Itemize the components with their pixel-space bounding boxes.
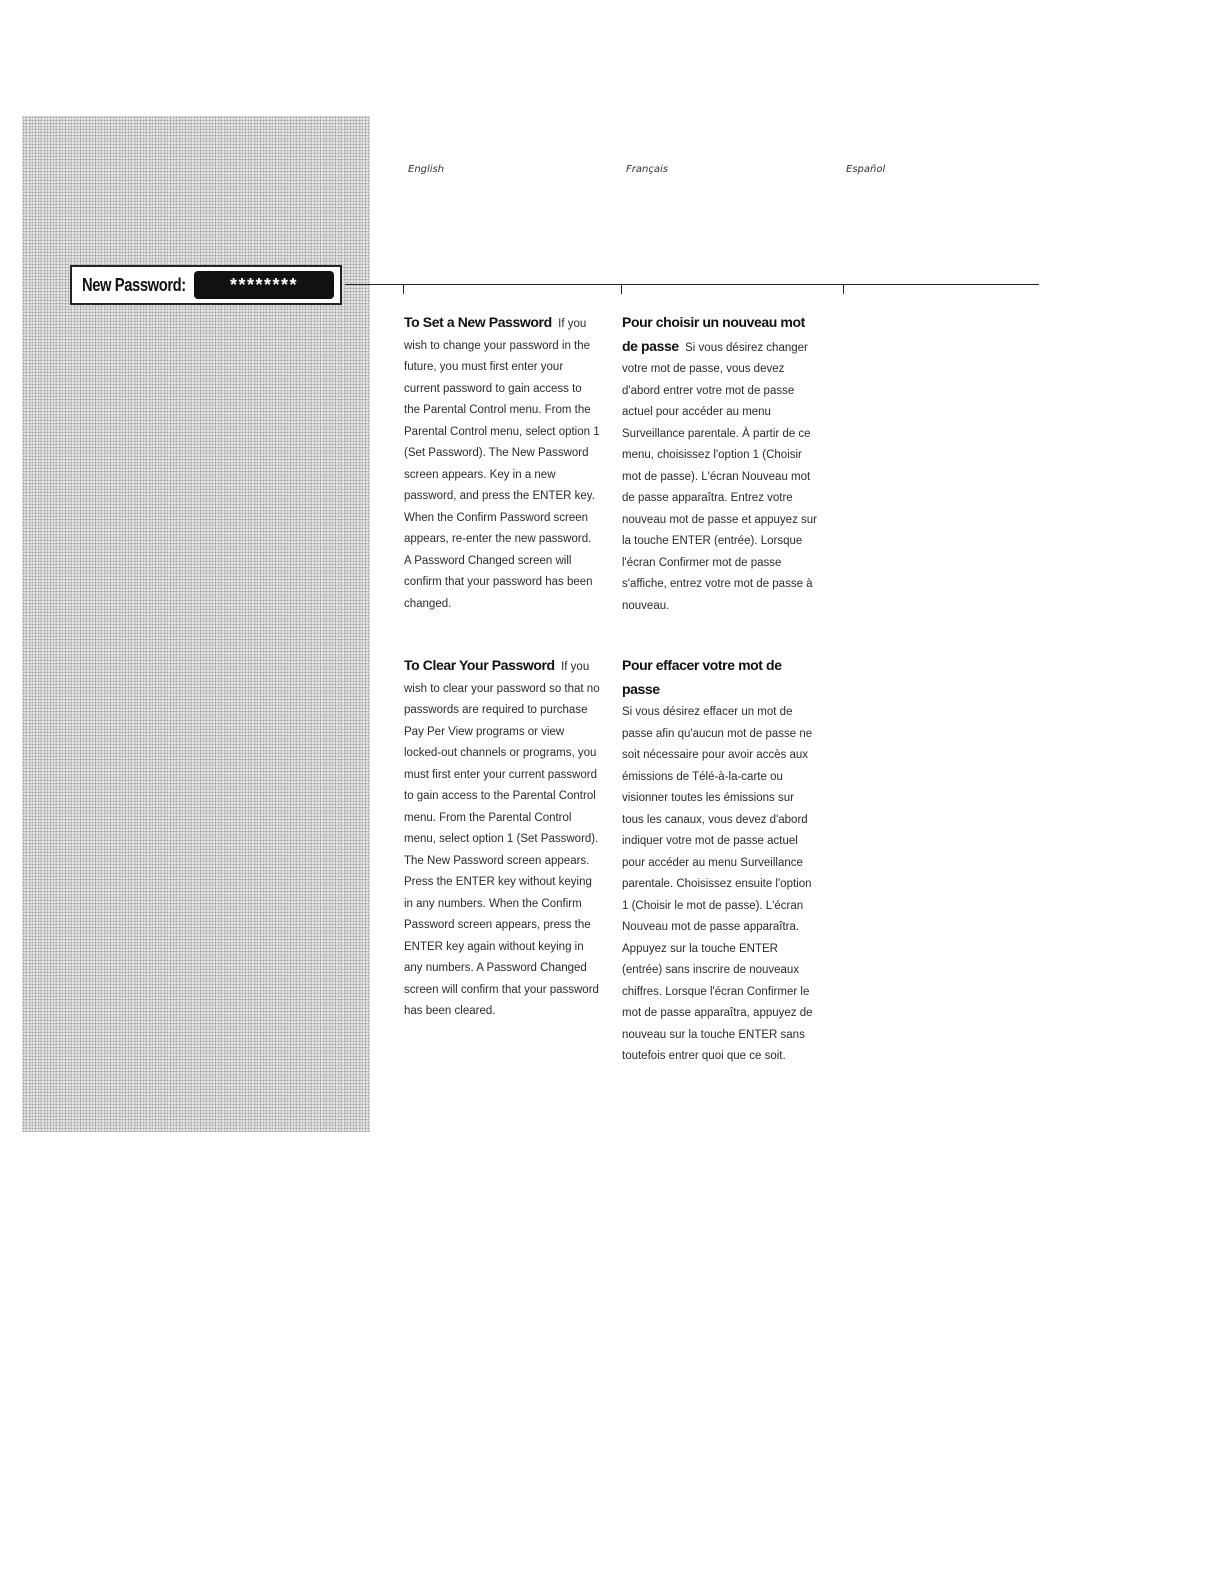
english-set-password-heading: To Set a New Password xyxy=(404,314,552,330)
english-set-password-section xyxy=(404,312,600,615)
english-clear-password-section xyxy=(404,655,600,1023)
column-rule xyxy=(345,284,1039,285)
english-set-password-body: If you wish to change your password in the future, you must first enter your current password to gain access to the Parental Control menu. From the Parental Control menu, select option 1 (Set Password). The New Password screen appears. Key in a new password, and press the ENTER key. When the Confirm Password screen appears, re-enter the new password. A Password Changed screen will confirm that your password has been changed. xyxy=(404,318,600,610)
language-label-spanish: Español xyxy=(846,164,886,175)
column-tick-french xyxy=(621,285,622,294)
column-tick-english xyxy=(403,285,404,294)
language-label-english: English xyxy=(408,164,445,175)
french-clear-password-heading: Pour effacer votre mot de passe xyxy=(622,657,782,697)
french-set-password-heading: Pour choisir un nouveau mot de passe xyxy=(622,314,805,354)
french-clear-password-body: Si vous désirez effacer un mot de passe afin qu'aucun mot de passe ne soit nécessaire pour avoir accès aux émissions de Télé-à-la-carte ou visionner toutes les émissions sur tous les canaux, vous devez d'abord indiquer votre mot de passe actuel pour accéder au menu Surveillance parentale. Choisissez ensuite l'option 1 (Choisir le mot de passe). L'écran Nouveau mot de passe apparaîtra. Appuyez sur la touche ENTER (entrée) sans inscrire de nouveaux chiffres. Lorsque l'écran Confirmer le mot de passe apparaîtra, appuyez de nouveau sur la touche ENTER sans toutefois entrer quoi que ce soit. xyxy=(622,706,813,1062)
language-label-french: Français xyxy=(626,164,668,175)
new-password-label: New Password: xyxy=(82,274,186,295)
french-clear-password-section xyxy=(622,655,818,1068)
new-password-value: ******** xyxy=(194,271,334,299)
new-password-screen xyxy=(70,265,342,305)
french-set-password-section xyxy=(622,312,818,617)
french-set-password-body: Si vous désirez changer votre mot de passe, vous devez d'abord entrer votre mot de passe actuel pour accéder au menu Surveillance parentale. À partir de ce menu, choisissez l'option 1 (Choisir mot de passe). L'écran Nouveau mot de passe apparaîtra. Entrez votre nouveau mot de passe et appuyez sur la touche ENTER (entrée). Lorsque l'écran Confirmer mot de passe s'affiche, entrez votre mot de passe à nouveau. xyxy=(622,341,817,612)
english-clear-password-heading: To Clear Your Password xyxy=(404,657,555,673)
english-clear-password-body: If you wish to clear your password so that no passwords are required to purchase Pay Per View programs or view locked-out channels or programs, you must first enter your current password to gain access to the Parental Control menu. From the Parental Control menu, select option 1 (Set Password). The New Password screen appears. Press the ENTER key without keying in any numbers. When the Confirm Password screen appears, press the ENTER key again without keying in any numbers. A Password Changed screen will confirm that your password has been cleared. xyxy=(404,661,600,1017)
column-tick-spanish xyxy=(843,285,844,294)
